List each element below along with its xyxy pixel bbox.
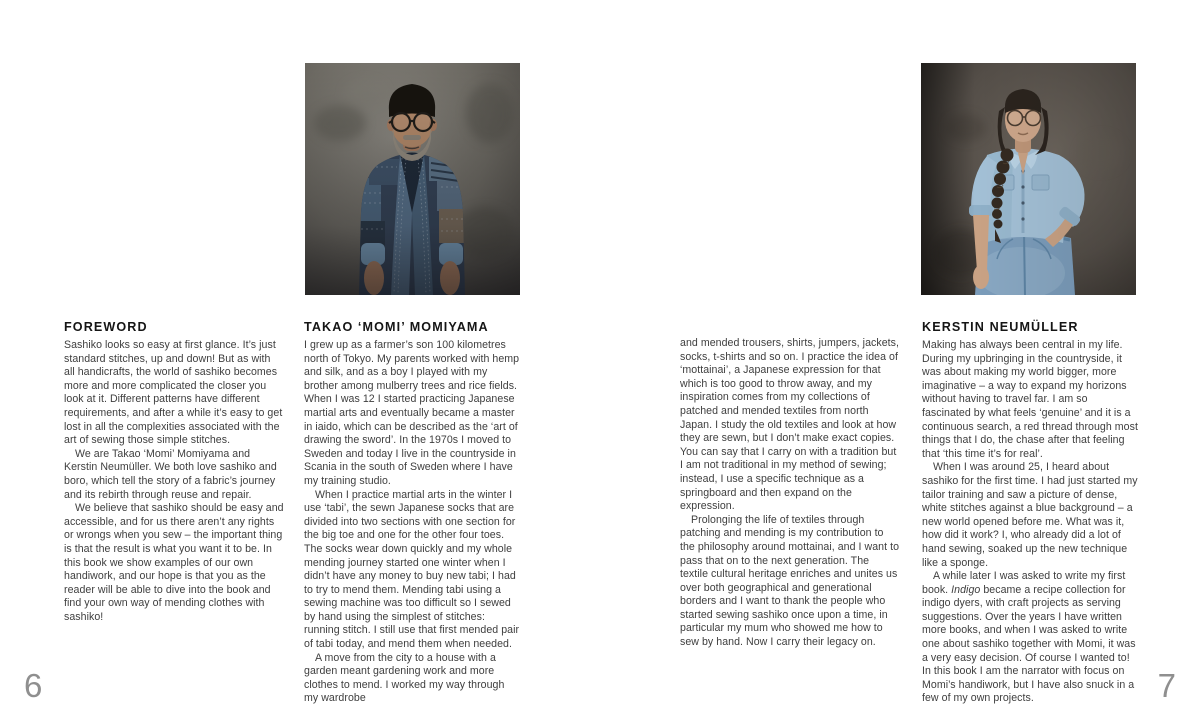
foreword-heading: FOREWORD: [64, 320, 148, 334]
kerstin-portrait-illustration: [921, 63, 1136, 295]
foreword-column: [64, 320, 284, 624]
foreword-paragraph: We believe that sashiko should be easy and accessible, and for us there aren’t any rights or wrongs when you sew – the important thing is that the result is what you want it to be. In this book we show examples of our own handiwork, and our hope is that you as the reader will be able to dive into the book and find your own way of mending clothes with sashiko!: [64, 502, 284, 623]
momi-portrait-photo: [305, 63, 520, 295]
momi-paragraph: When I practice martial arts in the winter I use ‘tabi’, the sewn Japanese socks that are divided into two sections with one section for the big toe and one for the other four toes. The socks wear down quickly and my whole mending journey started one winter when I didn’t have any money to buy new tabi; I had to try to mend them. Mending tabi using a sewing machine was too difficult so I sewed by hand using the simplest of stitches: running stitch. I still use that first mended pair of tabi today, and mend them when needed.: [304, 488, 520, 651]
momi-bio-continued-column: [680, 337, 900, 650]
kerstin-paragraph: Making has always been central in my life. During my upbringing in the countryside, it was about making my world bigger, more imaginative – a way to expand my horizons without having to travel far. I am so fascinated by what feels ‘genuine’ and it is a continuous search, a red thread through most things that I do, the chase after that feeling that ‘this time it’s for real’.: [922, 339, 1138, 460]
book-title-indigo: Indigo: [951, 583, 981, 596]
momi-heading: TAKAO ‘MOMI’ MOMIYAMA: [304, 320, 489, 334]
momi-bio-column: [304, 320, 521, 706]
momi-portrait-illustration: [305, 63, 520, 295]
kerstin-final-after: became a recipe collection for indigo dyers, with craft projects as serving suggestions. Over the years I have written more books, and when I was asked to write one about sashiko together with Momi, it was a very easy decision. Of course I wanted to! In this book I am the narrator with focus on Momi’s handiwork, but I have also snuck in a few of my own projects.: [922, 583, 1136, 705]
kerstin-heading: KERSTIN NEUMÜLLER: [922, 320, 1079, 334]
momi-paragraph: Prolonging the life of textiles through patching and mending is my contribution to the philosophy around mottainai, and I want to pass that on to the next generation. The textile cultural heritage enriches and unites us over both geographical and generational borders and I want to thank the people who started sewing sashiko once upon a time, in particular my mum who showed me how to sew by hand. Now I carry their legacy on.: [680, 513, 900, 649]
kerstin-paragraph: When I was around 25, I heard about sashiko for the first time. I had just started my tailor training and saw a picture of dense, white stitches against a blue background – a new world opened before me. What was it, how did it work? I, who already did a lot of hand sewing, soaked up the new technique like a sponge.: [922, 461, 1138, 569]
page-number-right: 7: [1157, 667, 1176, 704]
kerstin-paragraph: [922, 570, 1139, 706]
kerstin-portrait-photo: [921, 63, 1136, 295]
momi-paragraph: I grew up as a farmer’s son 100 kilometres north of Tokyo. My parents worked with hemp and silk, and as a boy I played with my brother among mulberry trees and rice fields. When I was 12 I started practicing Japanese martial arts and eventually became a master in iaido, which can be described as the ‘art of drawing the sword’. In the 1970s I moved to Sweden and today I live in the countryside in Scania in the south of Sweden where I have my training studio.: [304, 339, 520, 487]
momi-paragraph-continued: and mended trousers, shirts, jumpers, jackets, socks, t-shirts and so on. I practice the idea of ‘mottainai’, a Japanese expression for that which is too good to throw away, and my inspiration comes from my collections of patched and mended textiles from north Japan. I study the old textiles and look at how they are sewn, but I don’t make exact copies. You can say that I carry on with a tradition but I am not traditional in my method of sewing; instead, I use a specific technique as a springboard and then expand on the expression.: [680, 337, 899, 513]
kerstin-bio-column: [922, 320, 1139, 706]
foreword-paragraph: We are Takao ‘Momi’ Momiyama and Kerstin Neumüller. We both love sashiko and boro, which tell the story of a fabric’s journey and its rebirth through reuse and repair.: [64, 447, 277, 501]
foreword-paragraph: Sashiko looks so easy at first glance. It’s just standard stitches, up and down! But as with all handicrafts, the world of sashiko becomes more and more complicated the closer you look at it. Different patterns have different requirements, and after a while it’s easy to get lost in all the complexities associated with the art of sewing those simple stitches.: [64, 339, 283, 447]
page-number-left: 6: [24, 667, 43, 704]
kerstin-final-before: A while later I was asked to write my first book.: [922, 570, 1126, 596]
momi-paragraph: A move from the city to a house with a garden meant gardening work and more clothes to mend. I worked my way through my wardrobe: [304, 651, 505, 705]
